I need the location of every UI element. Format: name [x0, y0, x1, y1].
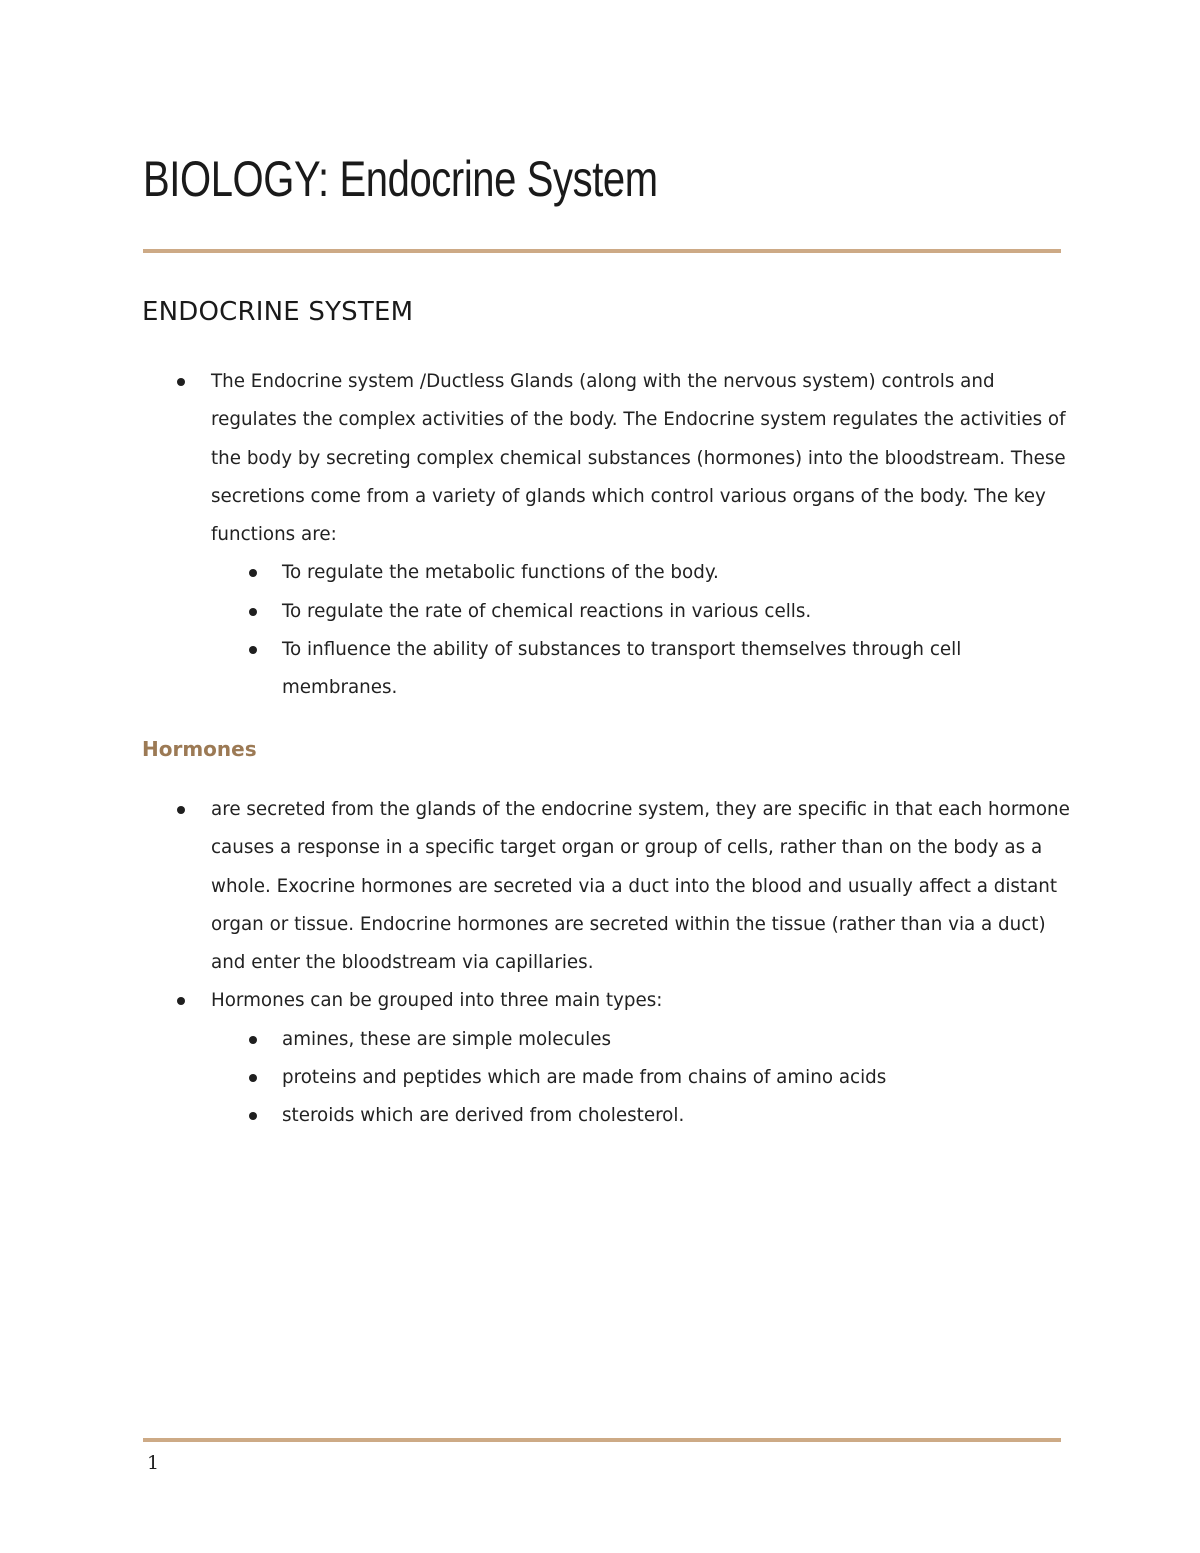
- function-text: To regulate the rate of chemical reactions in various cells.: [282, 600, 812, 622]
- title-divider: [143, 249, 1061, 253]
- bullet-icon: [249, 1074, 257, 1082]
- list-item: [0, 982, 1071, 1135]
- list-item: [0, 363, 1071, 708]
- bullet-icon: [177, 997, 185, 1005]
- hormone-types-list: [211, 1021, 1071, 1136]
- page-number: 1: [147, 1452, 160, 1474]
- function-text: To regulate the metabolic functions of the body.: [282, 562, 719, 584]
- section-heading: ENDOCRINE SYSTEM: [142, 297, 414, 327]
- bullet-icon: [249, 646, 257, 654]
- list-item: [0, 791, 1071, 982]
- functions-list: [211, 554, 1071, 707]
- hormone-type-text: proteins and peptides which are made from chains of amino acids: [282, 1067, 887, 1089]
- list-item: [0, 1021, 1040, 1059]
- hormones-heading: Hormones: [142, 737, 257, 761]
- bullet-icon: [177, 806, 185, 814]
- bullet-icon: [249, 1112, 257, 1120]
- document-title: BIOLOGY: Endocrine System: [143, 151, 658, 207]
- list-item: [0, 631, 1040, 708]
- endocrine-list: [0, 363, 1071, 708]
- hormone-type-text: steroids which are derived from cholesterol.: [282, 1105, 685, 1127]
- bullet-icon: [177, 378, 185, 386]
- bullet-icon: [249, 608, 257, 616]
- function-text: To influence the ability of substances to transport themselves through cell membranes.: [282, 639, 962, 699]
- hormone-types-intro-text: Hormones can be grouped into three main types:: [211, 990, 663, 1012]
- hormone-type-text: amines, these are simple molecules: [282, 1028, 611, 1050]
- list-item: [0, 1059, 1040, 1097]
- bullet-icon: [249, 1036, 257, 1044]
- hormones-list: [0, 791, 1071, 1136]
- list-item: [0, 593, 1040, 631]
- footer-divider: [143, 1438, 1061, 1442]
- hormones-description-text: are secreted from the glands of the endocrine system, they are specific in that each hormone causes a response in a specific target organ or group of cells, rather than on the body as a whole. Exocrine hormones are secreted via a duct into the blood and usually affect a distant organ or tissue. Endocrine hormones are secreted within the tissue (rather than via a duct) and enter the bloodstream via capillaries.: [211, 799, 1070, 974]
- list-item: [0, 554, 1040, 592]
- endocrine-intro-text: The Endocrine system /Ductless Glands (along with the nervous system) controls and regulates the complex activities of the body. The Endocrine system regulates the activities of the body by secreting complex chemical substances (hormones) into the bloodstream. These secretions come from a variety of glands which control various organs of the body. The key functions are:: [211, 371, 1066, 546]
- list-item: [0, 1097, 1040, 1135]
- bullet-icon: [249, 569, 257, 577]
